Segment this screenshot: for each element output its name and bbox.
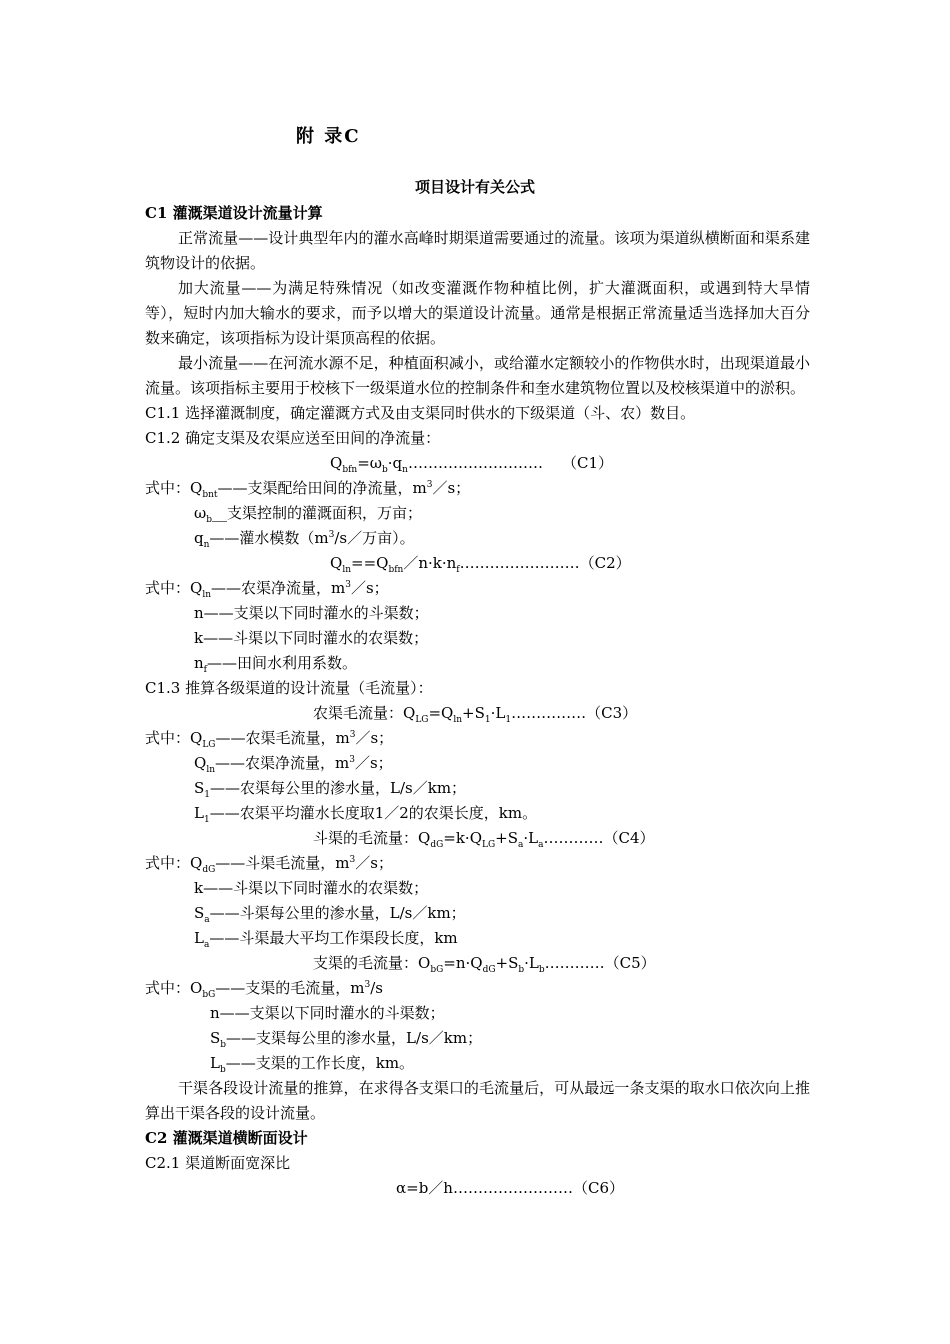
definition-line: 式中：$O_{bG}——$支渠的毛流量，$m^3/s$ (145, 979, 384, 1000)
definition-line: 式中：$Q_{LG}——$农渠毛流量，$m^3/s$； (145, 729, 394, 750)
equation-c3: 农渠毛流量：$Q_{LG}=Q_{ln}+S_1\cdot L_1\dots\dots\dots\dots\dots(C3)$ (313, 704, 638, 725)
equation-c1: $Q_{bfn}=\omega_b\cdot q_n\dots\dots\dots\dots\dots\dots\dots\dots\dots$ （C1） (330, 454, 614, 475)
paragraph-increased-flow: 加大流量——为满足特殊情况（如改变灌溉作物种植比例，扩大灌溉面积，或遇到特大旱情等），短时内加大输水的要求，而予以增大的渠道设计流量。通常是根据正常流量适当选择加大百分数来确定，该项指标为设计渠顶高程的依据。 (145, 279, 810, 347)
paragraph-trunk-canal: 干渠各段设计流量的推算，在求得各支渠口的毛流量后，可从最远一条支渠的取水口依次向上推算出干渠各段的设计流量。 (145, 1079, 810, 1122)
document-title: 项目设计有关公式 (414, 178, 535, 196)
document-body (145, 201, 810, 1201)
equation-c2: $Q_{ln}==Q_{bfn}/n\cdot k\cdot n_f\dots\dots\dots\dots\dots\dots\dots\dots(C2)$ (330, 554, 631, 575)
definition-line: $q_n——$灌水模数（$m^3/s/$万亩）。 (194, 529, 415, 550)
definition-line: k——斗渠以下同时灌水的农渠数； (194, 879, 429, 897)
equation-c5: 支渠的毛流量：$O_{bG}=n\cdot Q_{dG}+S_b\cdot L_b\dots\dots\dots\dots(C5)$ (313, 954, 656, 975)
appendix-title: 附 录C (296, 126, 361, 147)
definitions-c5 (145, 976, 810, 1076)
definition-line: $L_a——$斗渠最大平均工作渠段长度，km (194, 929, 458, 950)
paragraph-minimum-flow: 最小流量——在河流水源不足，种植面积减小，或给灌水定额较小的作物供水时，出现渠道最小流量。该项指标主要用于校核下一级渠道水位的控制条件和奎水建筑物位置以及校核渠道中的淤积。 (145, 354, 810, 397)
definitions-c1 (145, 476, 810, 551)
clause-c1-2: C1.2 确定支渠及农渠应送至田间的净流量： (145, 429, 441, 447)
definitions-c4 (145, 851, 810, 951)
definition-line: 式中：$Q_{ln}——$农渠净流量，$m^3/s$； (145, 579, 389, 600)
definition-line: $\omega_b\_\_$支渠控制的灌溉面积，万亩； (194, 504, 423, 525)
definition-line: $Q_{ln}——$农渠净流量，$m^3/s$； (194, 754, 393, 775)
clause-c1-3: C1.3 推算各级渠道的设计流量（毛流量）： (145, 679, 433, 697)
definition-line: n——支渠以下同时灌水的斗渠数； (194, 604, 429, 622)
definition-line: $S_a——$斗渠每公里的渗水量，L/s／km； (194, 904, 466, 925)
equation-c4: 斗渠的毛流量：$Q_{dG}=k\cdot Q_{LG}+S_a\cdot L_a\dots\dots\dots\dots(C4)$ (313, 829, 655, 850)
paragraph-normal-flow: 正常流量——设计典型年内的灌水高峰时期渠道需要通过的流量。该项为渠道纵横断面和渠系建筑物设计的依据。 (145, 229, 810, 272)
definition-line: $S_b——$支渠每公里的渗水量，L/s／km； (210, 1029, 483, 1050)
section-heading-c1: C1 灌溉渠道设计流量计算 (145, 204, 323, 222)
definition-line: 式中：$Q_{dG}——$斗渠毛流量，$m^3/s$； (145, 854, 393, 875)
section-heading-c2: C2 灌溉渠道横断面设计 (145, 1129, 308, 1147)
definition-line: $n_f——$田间水利用系数。 (194, 654, 358, 675)
definition-line: n——支渠以下同时灌水的斗渠数； (210, 1004, 445, 1022)
definition-line: k——斗渠以下同时灌水的农渠数； (194, 629, 429, 647)
definition-line: $S_1——$农渠每公里的渗水量，L/s／km； (194, 779, 467, 800)
definition-line: $L_b——$支渠的工作长度，km。 (210, 1054, 415, 1075)
definition-line: 式中：$Q_{bnt}——$支渠配给田间的净流量，$m^3/s$； (145, 479, 471, 500)
definitions-c3 (145, 726, 810, 826)
equation-c6: α=b／h……………………（C6） (396, 1179, 624, 1197)
clause-c1-1: C1.1 选择灌溉制度，确定灌溉方式及由支渠同时供水的下级渠道（斗、农）数目。 (145, 404, 696, 422)
definitions-c2 (145, 576, 810, 676)
clause-c2-1: C2.1 渠道断面宽深比 (145, 1154, 291, 1172)
definition-line: $L_1——$农渠平均灌水长度取1／2的农渠长度，km。 (194, 804, 538, 825)
